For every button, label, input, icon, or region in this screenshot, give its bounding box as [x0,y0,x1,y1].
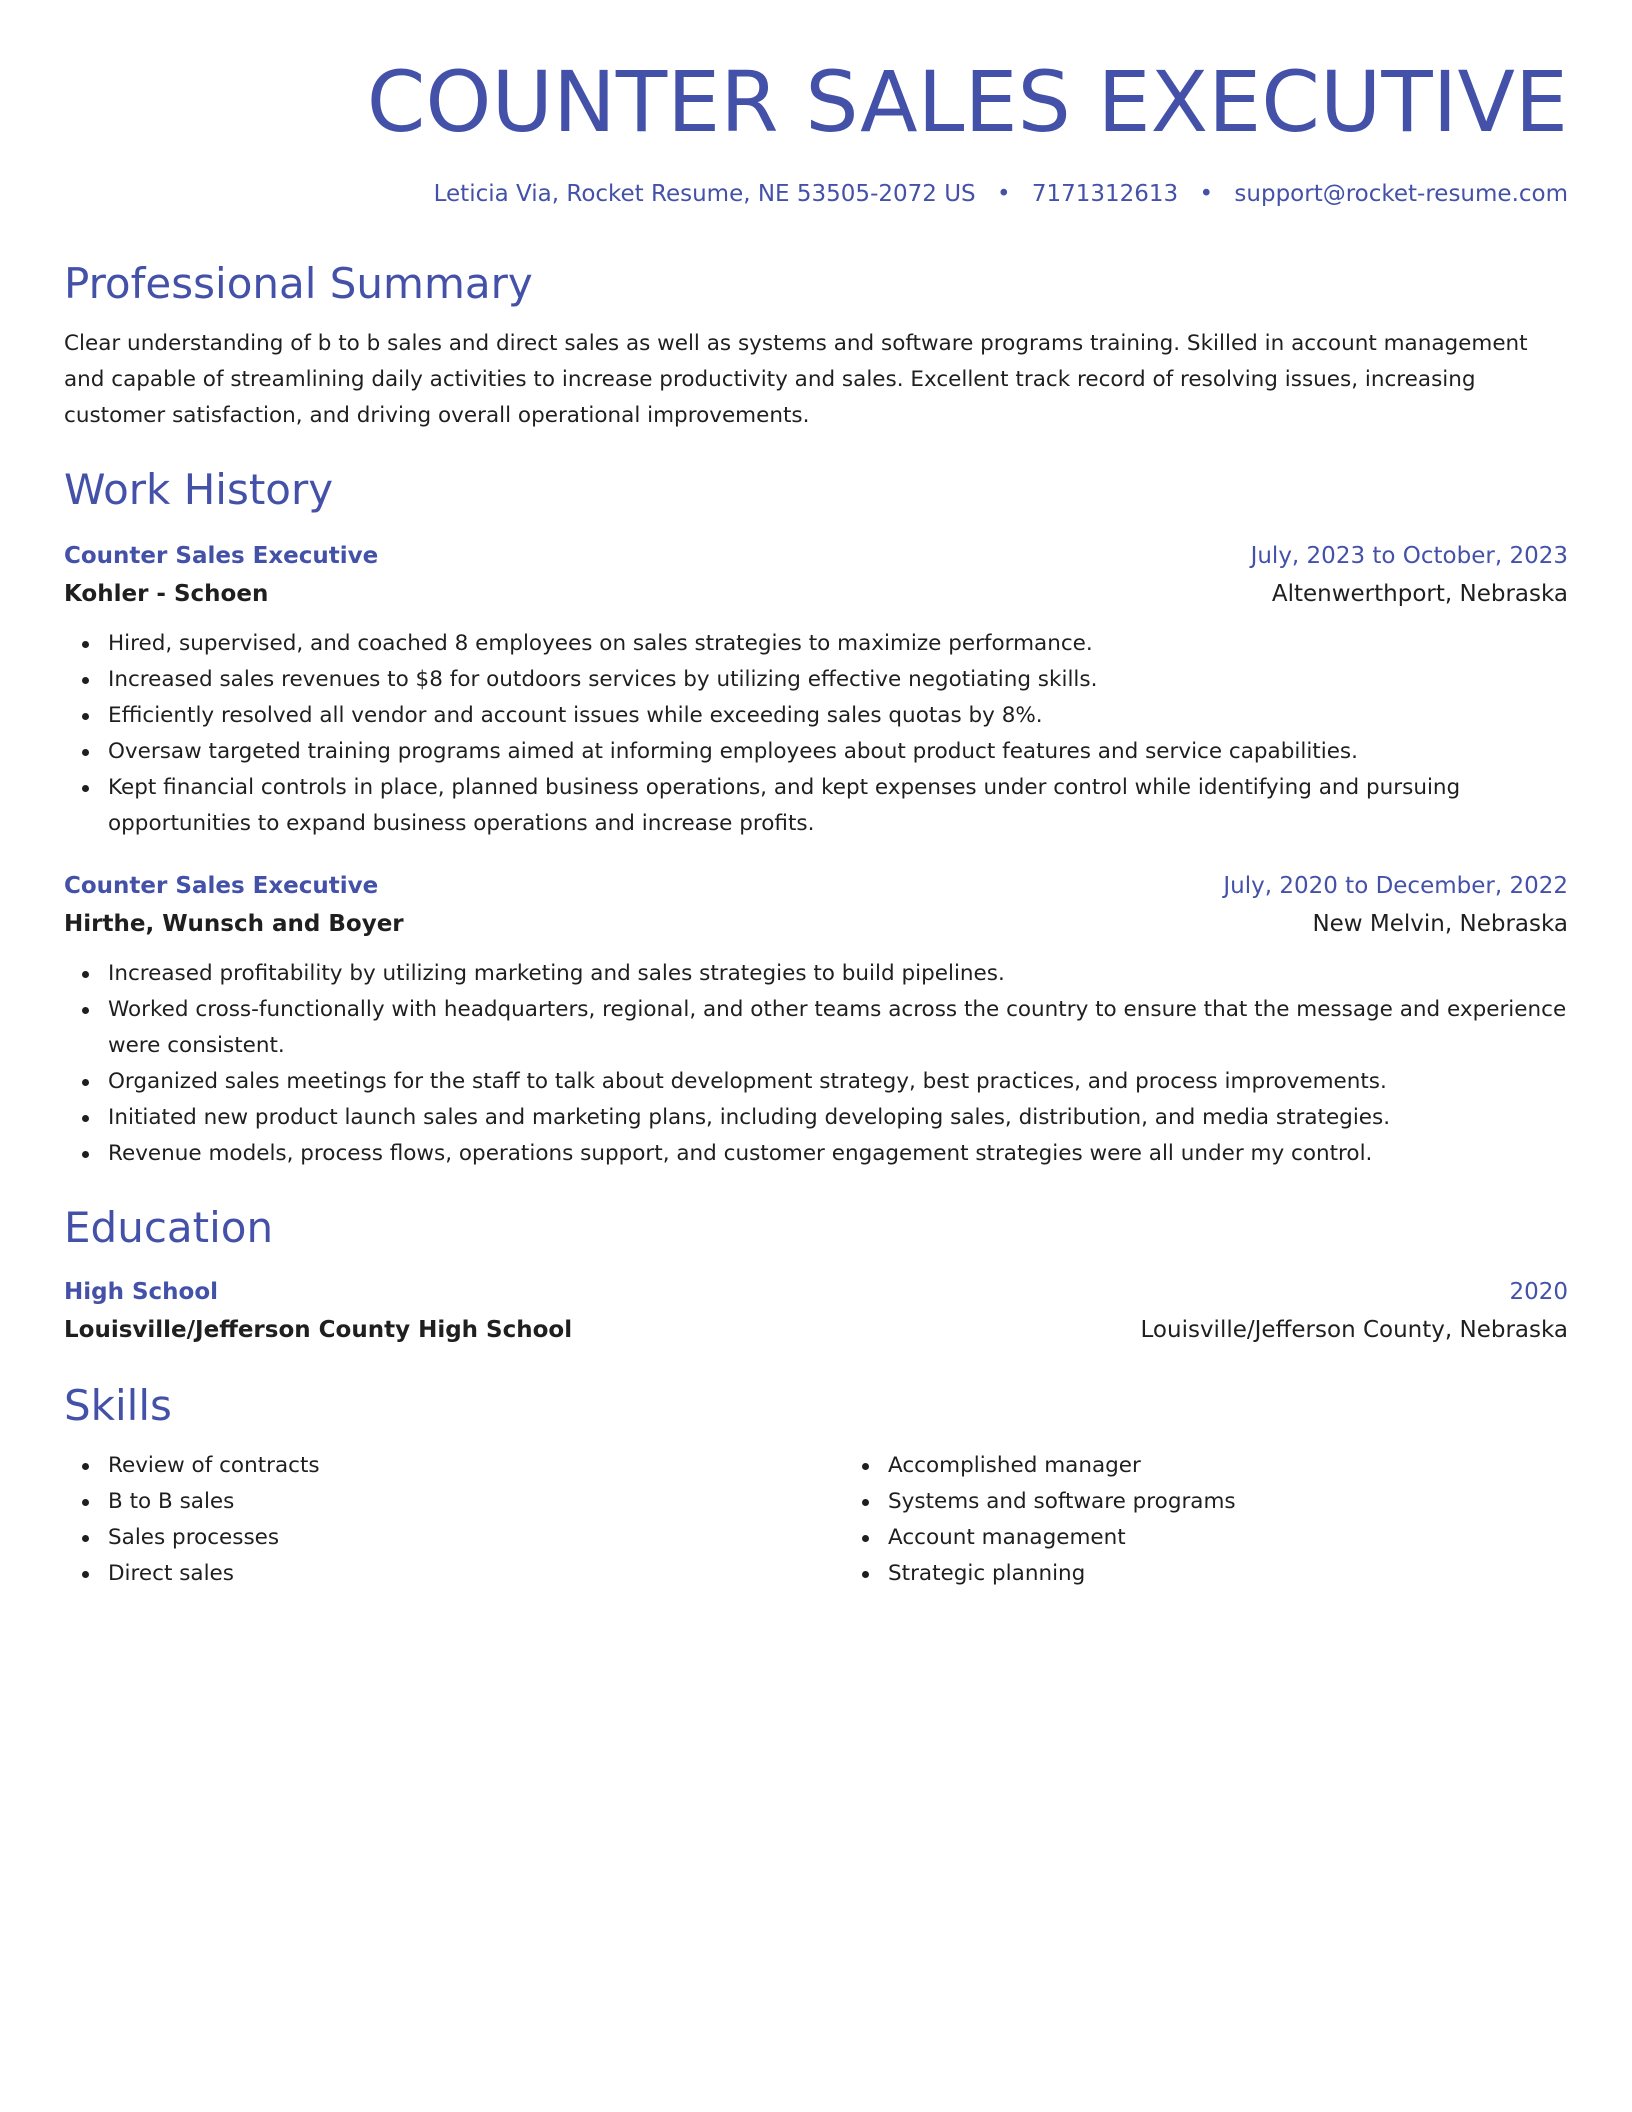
job-bullet: Increased profitability by utilizing marketing and sales strategies to build pipelines. [108,956,1568,992]
job-header-row [64,868,1568,904]
contact-separator: • [996,181,1011,207]
skill-item: Systems and software programs [888,1484,1624,1520]
job-bullet: Efficiently resolved all vendor and account issues while exceeding sales quotas by 8%. [108,698,1568,734]
skills-heading: Skills [64,1381,172,1430]
education-location: Louisville/Jefferson County, Nebraska [1140,1317,1568,1343]
job-location: New Melvin, Nebraska [1312,911,1568,937]
job-company-row [64,904,1568,944]
skills-list-right [844,1448,1624,1592]
skill-item: Review of contracts [108,1448,844,1484]
job-bullet: Oversaw targeted training programs aimed at informing employees about product features and service capabilities. [108,734,1568,770]
work-history-heading: Work History [64,465,334,514]
job-dates: July, 2023 to October, 2023 [1250,543,1568,569]
job-entry [64,538,1568,842]
job-bullet: Revenue models, process flows, operations support, and customer engagement strategies were all under my control. [108,1136,1568,1172]
skill-item: B to B sales [108,1484,844,1520]
summary-heading: Professional Summary [64,259,533,308]
job-entry [64,868,1568,1172]
contact-line [64,178,1568,210]
job-bullet: Increased sales revenues to $8 for outdoors services by utilizing effective negotiating skills. [108,662,1568,698]
skill-item: Direct sales [108,1556,844,1592]
job-company: Hirthe, Wunsch and Boyer [64,911,404,937]
education-entry [64,1274,1568,1350]
skills-list-left [64,1448,844,1592]
education-header-row [64,1274,1568,1310]
skill-item: Account management [888,1520,1624,1556]
job-bullet-list [64,956,1568,1172]
job-company-row [64,574,1568,614]
contact-email: support@rocket-resume.com [1234,181,1568,207]
job-bullet: Kept financial controls in place, planned business operations, and kept expenses under control while identifying and pursuing opportunities to expand business operations and increase profits. [108,770,1568,842]
job-header-row [64,538,1568,574]
summary-text: Clear understanding of b to b sales and direct sales as well as systems and software programs training. Skilled in account management and capable of streamlining daily activities to increase productivity and sales. Excellent track record of resolving issues, increasing customer satisfaction, and driving overall operational improvements. [64,331,1528,428]
job-title: Counter Sales Executive [64,543,379,569]
education-heading: Education [64,1203,274,1252]
skill-item: Accomplished manager [888,1448,1624,1484]
job-bullet: Initiated new product launch sales and marketing plans, including developing sales, distribution, and media strategies. [108,1100,1568,1136]
job-bullet: Organized sales meetings for the staff to talk about development strategy, best practices, and process improvements. [108,1064,1568,1100]
education-school-row [64,1310,1568,1350]
job-company: Kohler - Schoen [64,581,269,607]
resume-title: COUNTER SALES EXECUTIVE [366,53,1568,151]
contact-address: Leticia Via, Rocket Resume, NE 53505-2072 US [433,181,976,207]
education-school: Louisville/Jefferson County High School [64,1317,573,1343]
skill-item: Sales processes [108,1520,844,1556]
job-title: Counter Sales Executive [64,873,379,899]
education-year: 2020 [1509,1279,1568,1305]
contact-separator: • [1199,181,1214,207]
contact-phone: 7171312613 [1031,181,1179,207]
skills-grid [64,1448,1568,1592]
job-bullet-list [64,626,1568,842]
job-location: Altenwerthport, Nebraska [1271,581,1568,607]
job-bullet: Hired, supervised, and coached 8 employees on sales strategies to maximize performance. [108,626,1568,662]
job-bullet: Worked cross-functionally with headquarters, regional, and other teams across the country to ensure that the message and experience were consistent. [108,992,1568,1064]
job-dates: July, 2020 to December, 2022 [1223,873,1568,899]
education-degree: High School [64,1279,219,1305]
skill-item: Strategic planning [888,1556,1624,1592]
